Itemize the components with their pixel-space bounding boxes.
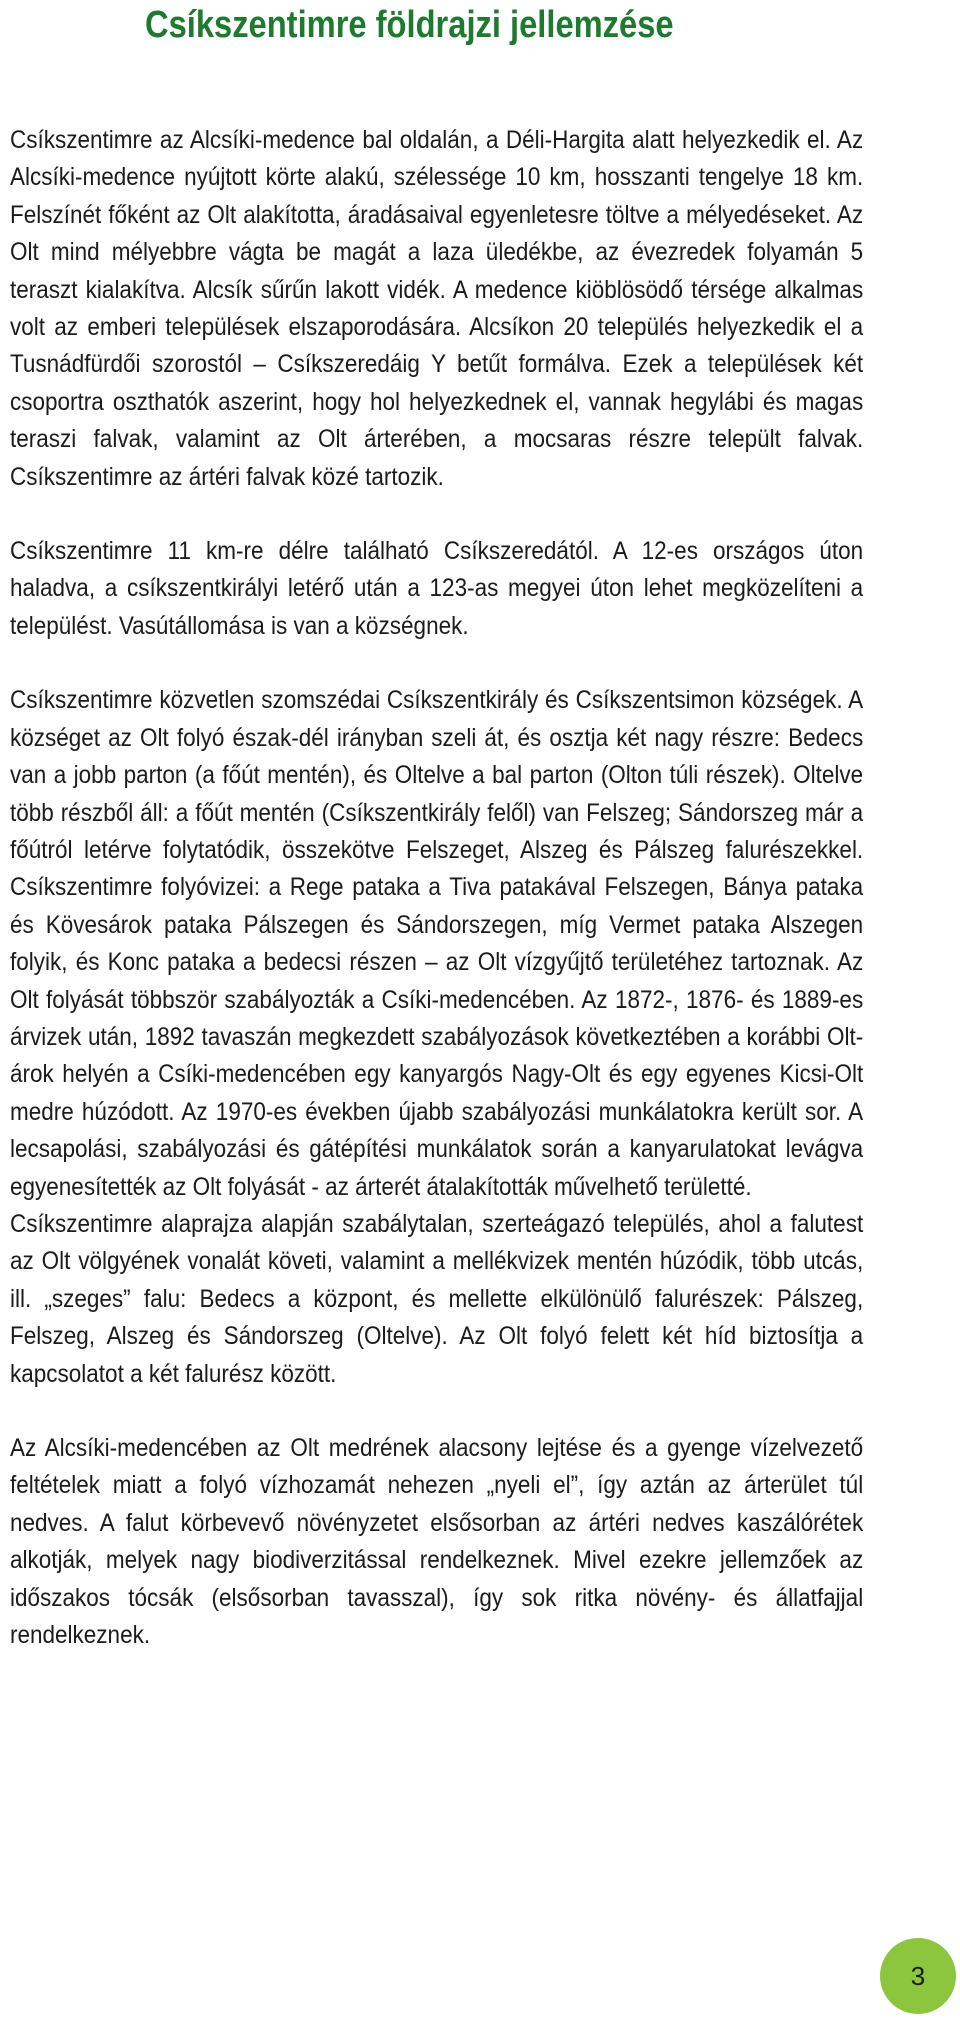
paragraph-neighbours-rivers: Csíkszentimre közvetlen szomszédai Csíkszentkirály és Csíkszentsimon községek. A községet az Olt folyó észak-dél irányban szeli át, és osztja két nagy részre: Bedecs van a jobb parton (a főút mentén), és Oltelve a bal parton (Olton túli részek). Oltelve több részből áll: a főút mentén (Csíkszentkirály felől) van Felszeg; Sándorszeg már a főútról letérve folytatódik, összekötve Felszeget, Alszeg és Pálszeg falurészekkel. Csíkszentimre folyóvizei: a Rege pataka a Tiva patakával Felszegen, Bánya pataka és Kövesárok pataka Pálszegen és Sándorszegen, míg Vermet pataka Alszegen folyik, és Konc pataka a bedecsi részen – az Olt vízgyűjtő területéhez tartoznak. Az Olt folyását többször szabályozták a Csíki-medencében. Az 1872-, 1876- és 1889-es árvizek után, 1892 tavaszán megkezdett szabályozások következtében a korábbi Olt-árok helyén a Csíki-medencében egy kanyargós Nagy-Olt és egy egyenes Kicsi-Olt medre húzódott. Az 1970-es években újabb szabályozási munkálatokra került sor. A lecsapolási, szabályozási és gátépítési munkálatok során a kanyarulatokat levágva egyenesítették az Olt folyását - az árterét átalakították művelhető területté.	[10, 686, 864, 1201]
body-text	[10, 122, 863, 1654]
paragraph-village-layout: Csíkszentimre alaprajza alapján szabálytalan, szerteágazó település, ahol a falutest az Olt völgyének vonalát követi, valamint a mellékvizek mentén húzódik, több utcás, ill. „szeges” falu: Bedecs a központ, és mellette elkülönülő falurészek: Pálszeg, Felszeg, Alszeg és Sándorszeg (Oltelve). Az Olt folyó felett két híd biztosítja a kapcsolatot a két falurész között.	[10, 1209, 864, 1388]
page-number-badge	[880, 1938, 956, 2014]
paragraph-access: Csíkszentimre 11 km-re délre található Csíkszeredától. A 12-es országos úton haladva, a csíkszentkirályi letérő után a 123-as megyei úton lehet megközelíteni a települést. Vasútállomása is van a községnek.	[10, 537, 864, 640]
paragraph-location: Csíkszentimre az Alcsíki-medence bal oldalán, a Déli-Hargita alatt helyezkedik el. Az Alcsíki-medence nyújtott körte alakú, szélessége 10 km, hosszanti tengelye 18 km. Felszínét főként az Olt alakította, áradásaival egyenletesre töltve a mélyedéseket. Az Olt mind mélyebbre vágta be magát a laza üledékbe, az évezredek folyamán 5 teraszt kialakítva. Alcsík sűrűn lakott vidék. A medence kiöblösödő térsége alkalmas volt az emberi települések elszaporodására. Alcsíkon 20 település helyezkedik el a Tusnádfürdői szorostól – Csíkszeredáig Y betűt formálva. Ezek a települések két csoportra oszthatók aszerint, hogy hol helyezkednek el, vannak hegylábi és magas teraszi falvak, valamint az Olt árterében, a mocsaras részre települt falvak. Csíkszentimre az ártéri falvak közé tartozik.	[10, 126, 864, 491]
page-number: 3	[910, 1960, 926, 1991]
page-title: Csíkszentimre földrajzi jellemzése	[145, 4, 674, 46]
paragraph-vegetation: Az Alcsíki-medencében az Olt medrének alacsony lejtése és a gyenge vízelvezető feltételek miatt a folyó vízhozamát nehezen „nyeli el”, így aztán az árterület túl nedves. A falut körbevevő növényzetet elsősorban az ártéri nedves kaszálórétek alkotják, melyek nagy biodiverzitással rendelkeznek. Mivel ezekre jellemzőek az időszakos tócsák (elsősorban tavasszal), így sok ritka növény- és állatfajjal rendelkeznek.	[10, 1434, 864, 1650]
